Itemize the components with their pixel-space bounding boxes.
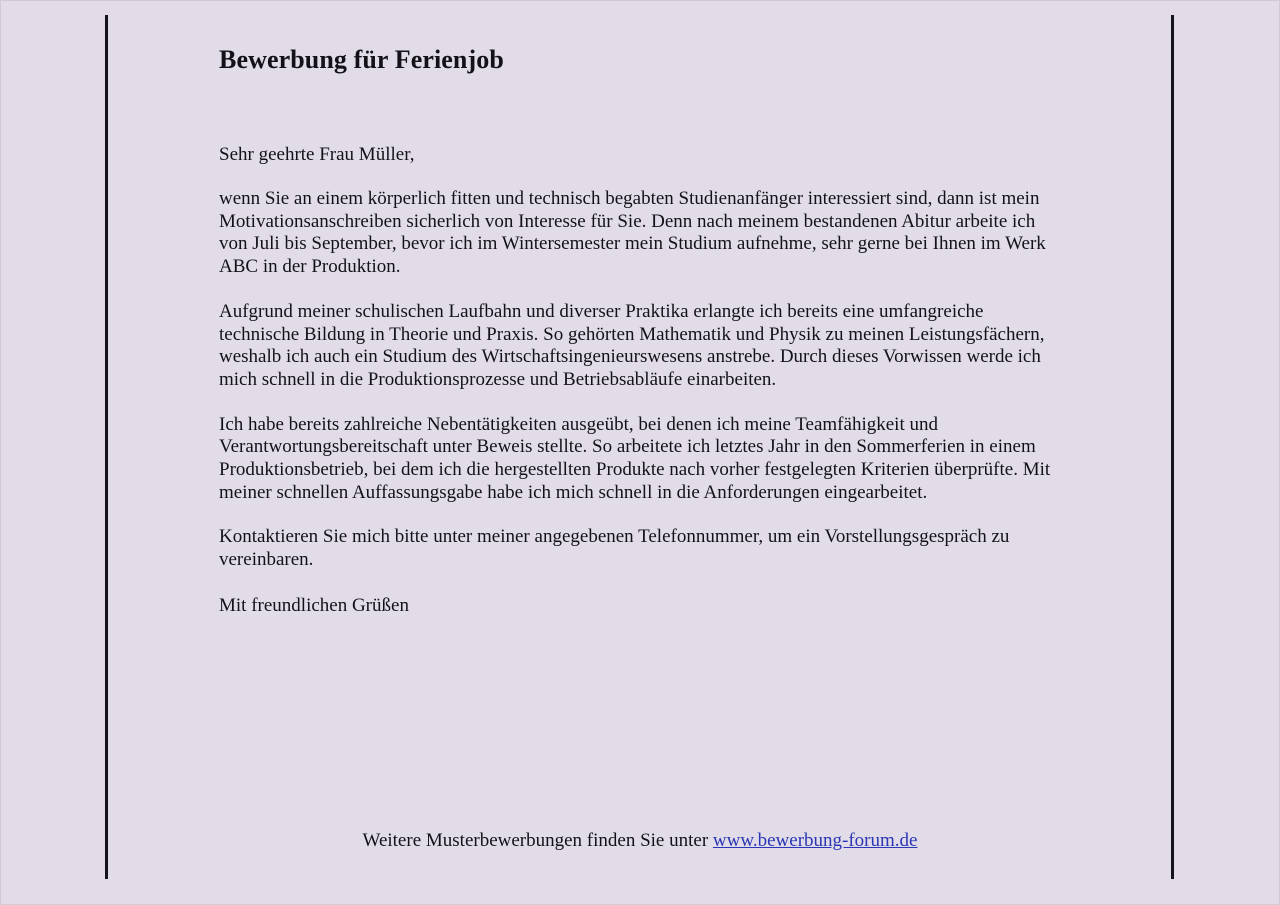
footer-link[interactable]: www.bewerbung-forum.de bbox=[712, 830, 918, 851]
paragraph-experience: Ich habe bereits zahlreiche Nebentätigkeiten ausgeübt, bei denen ich meine Teamfähigkeit und Verantwortungsbereitschaft unter Beweis stellte. So arbeitete ich letztes Jahr in den Sommerferien in einem Produktionsbetrieb, bei dem ich die hergestellten Produkte nach vorher festgelegten Kriterien überprüfte. Mit meiner schnellen Auffassungsgabe habe ich mich schnell in die Anforderungen eingearbeitet. bbox=[219, 413, 1051, 503]
footer-text: Weitere Musterbewerbungen finden Sie unter bbox=[362, 830, 713, 851]
salutation: Sehr geehrte Frau Müller, bbox=[219, 144, 415, 165]
right-margin-rule bbox=[1171, 15, 1174, 879]
paragraph-education: Aufgrund meiner schulischen Laufbahn und diverser Praktika erlangte ich bereits eine umfangreiche technische Bildung in Theorie und Praxis. So gehörten Mathematik und Physik zu meinen Leistungsfächern, weshalb ich auch ein Studium des Wirtschaftsingenieurswesens anstrebe. Durch dieses Vorwissen werde ich mich schnell in die Produktionsprozesse und Betriebsabläufe einarbeiten. bbox=[219, 300, 1045, 390]
footer bbox=[0, 829, 1280, 853]
paragraph-contact: Kontaktieren Sie mich bitte unter meiner angegebenen Telefonnummer, um ein Vorstellungsgespräch zu vereinbaren. bbox=[219, 526, 1010, 571]
letter-body bbox=[219, 40, 1064, 617]
paragraph-intro: wenn Sie an einem körperlich fitten und technisch begabten Studienanfänger interessiert sind, dann ist mein Motivationsanschreiben sicherlich von Interesse für Sie. Denn nach meinem bestandenen Abitur arbeite ich von Juli bis September, bevor ich im Wintersemester mein Studium aufnehme, sehr gerne bei Ihnen im Werk ABC in der Produktion. bbox=[219, 188, 1046, 278]
closing: Mit freundlichen Grüßen bbox=[219, 594, 409, 616]
left-margin-rule bbox=[105, 15, 108, 879]
letter-title: Bewerbung für Ferienjob bbox=[219, 45, 504, 74]
